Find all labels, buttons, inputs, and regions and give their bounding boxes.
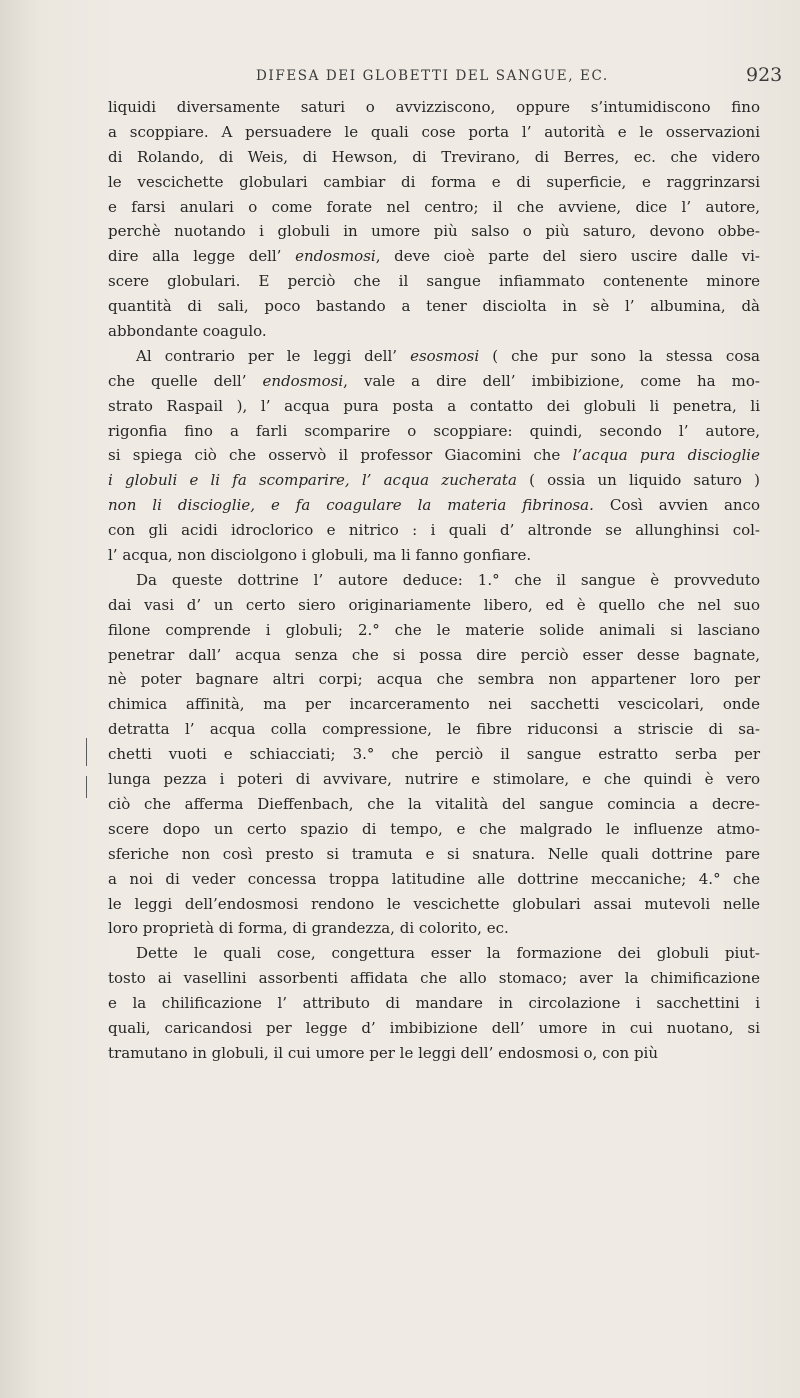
text-line: e la chilificazione l’ attributo di mandare in circolazione i sacchettini i: [108, 994, 760, 1013]
text-line: a scoppiare. A persuadere le quali cose porta l’ autorità e le osservazioni: [108, 122, 760, 141]
margin-marks: [86, 738, 90, 808]
italic-text: i globuli e li fa scomparire, l’ acqua zucherata: [108, 471, 517, 490]
text-line: Al contrario per le leggi dell’ esosmosi ( che pur sono la stessa cosa: [136, 346, 760, 365]
text-line: strato Raspail ), l’ acqua pura posta a contatto dei globuli li penetra, li: [108, 396, 760, 415]
text-line: le leggi dell’endosmosi rendono le vescichette globulari assai mutevoli nelle: [108, 894, 760, 913]
italic-text: l’acqua pura discioglie: [572, 446, 760, 465]
italic-text: endosmosi: [295, 247, 376, 266]
text-line: con gli acidi idroclorico e nitrico : i quali d’ altronde se allunghinsi col-: [108, 521, 760, 540]
text-line: a noi di veder concessa troppa latitudine alle dottrine meccaniche; 4.° che: [108, 869, 760, 888]
italic-text: esosmosi: [410, 346, 480, 365]
text-line: scere globulari. E perciò che il sangue infiammato contenente minore: [108, 272, 760, 291]
text-line: che quelle dell’ endosmosi, vale a dire dell’ imbibizione, come ha mo-: [108, 371, 760, 390]
text-line: quali, caricandosi per legge d’ imbibizione dell’ umore in cui nuotano, si: [108, 1018, 760, 1037]
text-line: detratta l’ acqua colla compressione, le fibre riduconsi a striscie di sa-: [108, 720, 760, 739]
text-line: tramutano in globuli, il cui umore per le leggi dell’ endosmosi o, con più: [108, 1043, 659, 1062]
text-line: l’ acqua, non disciolgono i globuli, ma li fanno gonfiare.: [108, 546, 532, 565]
running-head: DIFESA DEI GLOBETTI DEL SANGUE, EC.: [256, 68, 609, 84]
text-line: i globuli e li fa scomparire, l’ acqua zucherata ( ossia un liquido saturo ): [108, 471, 760, 490]
italic-text: non li discioglie, e fa coagulare la materia fibrinosa.: [108, 496, 594, 515]
text-line: dire alla legge dell’ endosmosi, deve cioè parte del siero uscire dalle vi-: [108, 247, 760, 266]
text-line: le vescichette globulari cambiar di forma e di superficie, e raggrinzarsi: [108, 172, 760, 191]
text-line: penetrar dall’ acqua senza che si possa dire perciò esser desse bagnate,: [108, 645, 760, 664]
text-line: Da queste dottrine l’ autore deduce: 1.° che il sangue è provveduto: [136, 570, 760, 589]
text-line: e farsi anulari o come forate nel centro; il che avviene, dice l’ autore,: [108, 197, 760, 216]
text-line: Dette le quali cose, congettura esser la formazione dei globuli piut-: [136, 944, 760, 963]
text-line: perchè nuotando i globuli in umore più salso o più saturo, devono obbe-: [108, 222, 760, 241]
text-line: dai vasi d’ un certo siero originariamente libero, ed è quello che nel suo: [108, 595, 760, 614]
text-line: sferiche non così presto si tramuta e si snatura. Nelle quali dottrine pare: [108, 844, 760, 863]
text-line: rigonfia fino a farli scomparire o scoppiare: quindi, secondo l’ autore,: [108, 421, 760, 440]
margin-mark: [86, 738, 87, 766]
text-line: di Rolando, di Weis, di Hewson, di Treviranо, di Berres, ec. che videro: [108, 147, 760, 166]
text-line: quantità di sali, poco bastando a tener disciolta in sè l’ albumina, dà: [108, 297, 760, 316]
text-line: liquidi diversamente saturi o avvizziscono, oppure s’intumidiscono fino: [108, 98, 760, 116]
text-line: lunga pezza i poteri di avvivare, nutrire e stimolare, e che quindi è vero: [108, 770, 760, 789]
text-line: si spiega ciò che osservò il professor Giacomini che l’acqua pura discioglie: [108, 446, 760, 465]
text-line: chimica affinità, ma per incarceramento nei sacchetti vescicolari, onde: [108, 695, 760, 714]
text-line: loro proprietà di forma, di grandezza, di colorito, ec.: [108, 919, 509, 938]
body-text: [108, 95, 760, 1066]
page-header: [0, 66, 800, 92]
text-line: tosto ai vasellini assorbenti affidata che allo stomaco; aver la chimificazione: [108, 969, 760, 988]
margin-mark: [86, 776, 87, 798]
text-line: chetti vuoti e schiacciati; 3.° che perciò il sangue estratto serba per: [108, 745, 760, 764]
page-number: 923: [746, 64, 783, 86]
text-line: non li discioglie, e fa coagulare la materia fibrinosa. Così avvien anco: [108, 496, 760, 515]
italic-text: endosmosi: [262, 371, 344, 390]
text-line: nè poter bagnare altri corpi; acqua che sembra non appartener loro per: [108, 670, 760, 689]
text-line: scere dopo un certo spazio di tempo, e che malgrado le influenze atmo-: [108, 819, 760, 838]
text-line: abbondante coagulo.: [108, 322, 267, 341]
text-line: ciò che afferma Dieffenbach, che la vitalità del sangue comincia a decre-: [108, 794, 760, 813]
text-line: filone comprende i globuli; 2.° che le materie solide animali si lasciano: [108, 620, 760, 639]
